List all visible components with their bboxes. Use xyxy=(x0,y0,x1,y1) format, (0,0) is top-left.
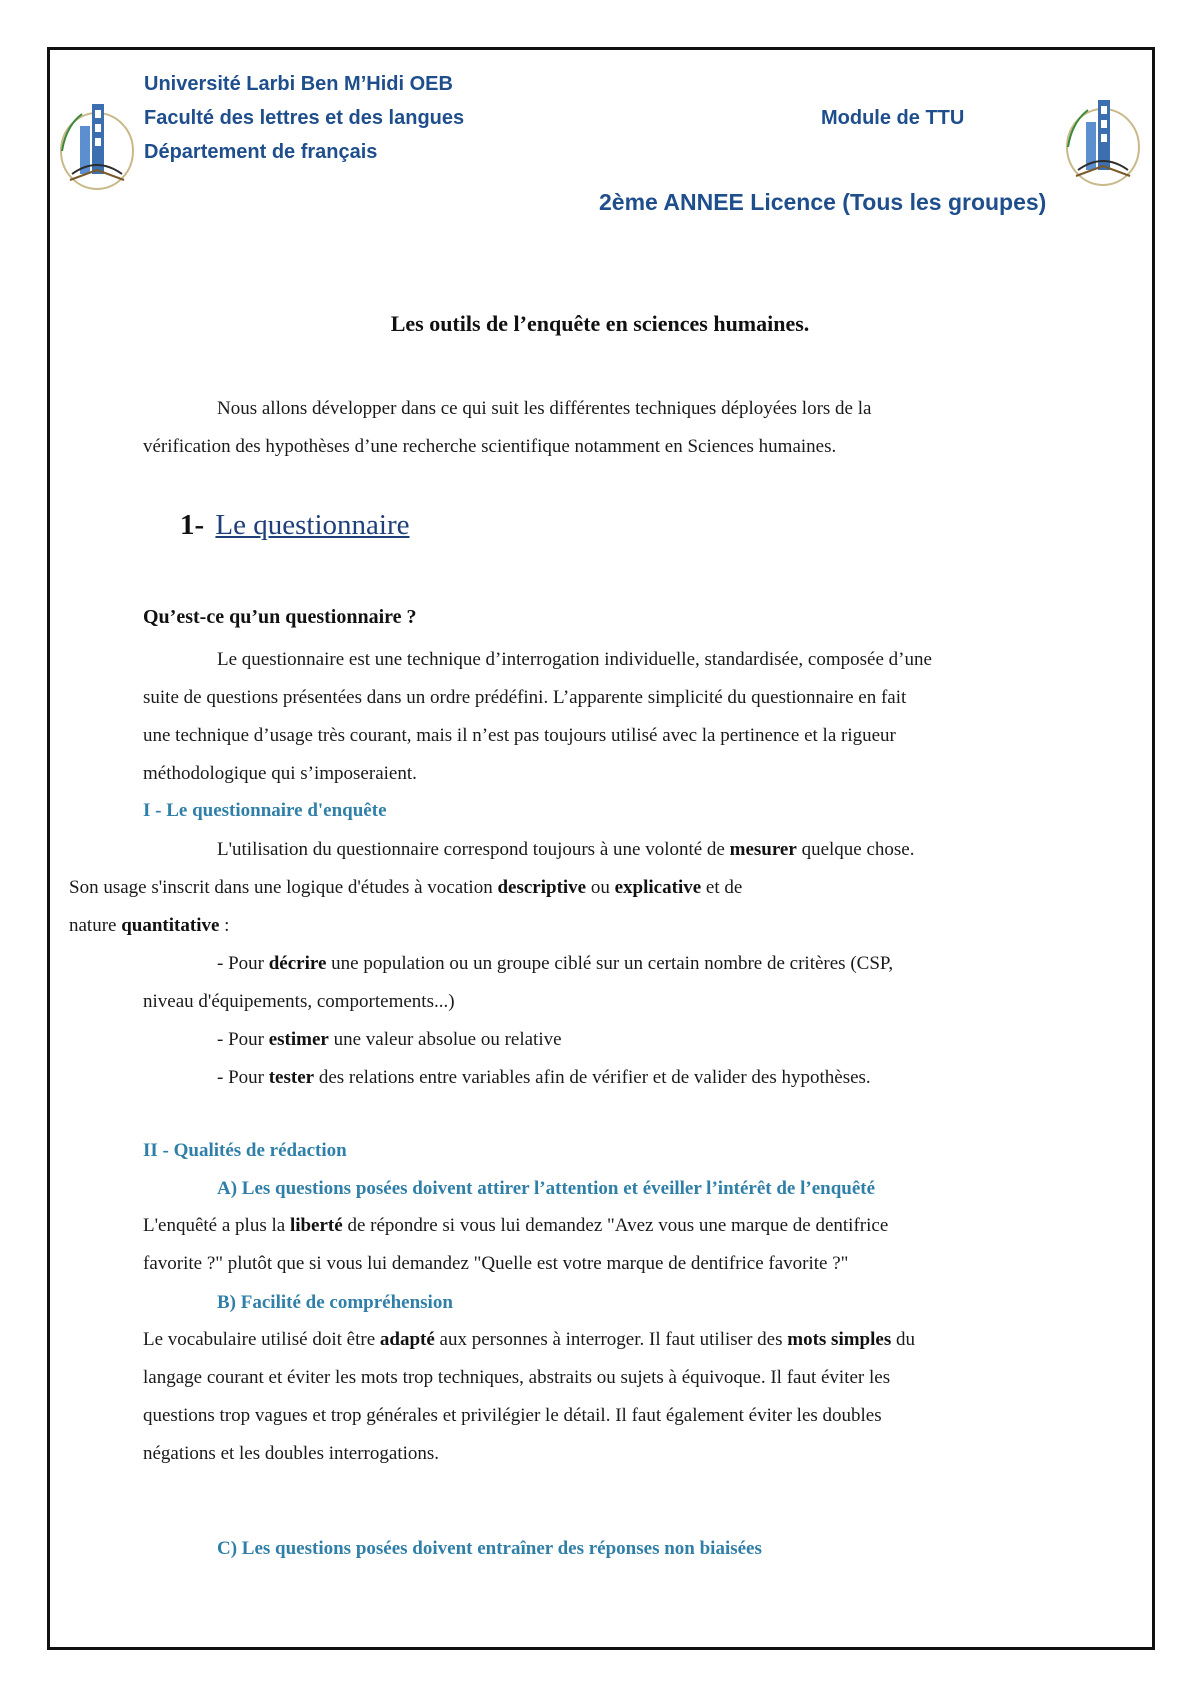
keyword-quantitative: quantitative xyxy=(121,915,220,936)
part-1-text: L'utilisation du questionnaire correspond toujours à une volonté de xyxy=(217,839,730,860)
definition-line-1: Le questionnaire est une technique d’interrogation individuelle, standardisée, composée d’une xyxy=(217,649,932,670)
definition-line-3: une technique d’usage très courant, mais il n’est pas toujours utilisé avec la pertinence et la rigueur xyxy=(143,725,896,746)
subsection-b-heading: B) Facilité de compréhension xyxy=(217,1292,453,1313)
part-1-text: quelque chose. xyxy=(796,839,915,860)
subsection-b-text: aux personnes à interroger. Il faut utiliser des xyxy=(434,1329,788,1350)
definition-line-4: méthodologique qui s’imposeraient. xyxy=(143,763,417,784)
subsection-a-heading: A) Les questions posées doivent attirer l’attention et éveiller l’intérêt de l’enquêté xyxy=(217,1178,876,1199)
section-heading xyxy=(180,509,410,542)
definition-line-2: suite de questions présentées dans un ordre prédéfini. L’apparente simplicité du questionnaire en fait xyxy=(143,687,907,708)
document-title: Les outils de l’enquête en sciences humaines. xyxy=(390,311,810,336)
bullet-text: - Pour xyxy=(217,1067,269,1088)
subsection-a-line-2: favorite ?" plutôt que si vous lui demandez "Quelle est votre marque de dentifrice favorite ?" xyxy=(143,1253,849,1274)
part-2-heading: II - Qualités de rédaction xyxy=(143,1140,347,1161)
keyword-estimer: estimer xyxy=(268,1029,329,1050)
keyword-liberte: liberté xyxy=(289,1215,343,1236)
department-name: Département de français xyxy=(144,141,378,163)
subsection-a-text: L'enquêté a plus la xyxy=(143,1215,290,1236)
bullet-decrire xyxy=(217,945,893,983)
keyword-tester: tester xyxy=(268,1067,315,1088)
subsection-b-line-4: négations et les doubles interrogations. xyxy=(143,1443,440,1464)
keyword-adapte: adapté xyxy=(379,1329,435,1350)
intro-line-2: vérification des hypothèses d’une recherche scientifique notamment en Sciences humaines. xyxy=(143,436,837,457)
faculty-name: Faculté des lettres et des langues xyxy=(144,107,465,129)
section-title-link[interactable]: Le questionnaire xyxy=(215,509,410,541)
definition-paragraph xyxy=(143,641,1063,793)
part-1-line-2 xyxy=(69,877,742,898)
subsection-a-paragraph xyxy=(143,1207,1063,1283)
bullet-text: une valeur absolue ou relative xyxy=(328,1029,562,1050)
bullet-text: des relations entre variables afin de vérifier et de valider des hypothèses. xyxy=(314,1067,871,1088)
keyword-descriptive: descriptive xyxy=(497,877,587,898)
subsection-b-text: du xyxy=(891,1329,915,1350)
part-1-text: ou xyxy=(586,877,615,898)
intro-paragraph xyxy=(143,390,1063,466)
subsection-b-line-3: questions trop vagues et trop générales et privilégier le détail. Il faut également éviter les doubles xyxy=(143,1405,882,1426)
keyword-explicative: explicative xyxy=(614,877,702,898)
keyword-decrire: décrire xyxy=(268,953,327,974)
bullet-estimer xyxy=(217,1021,562,1059)
part-1-text: et de xyxy=(701,877,743,898)
part-1-text: : xyxy=(219,915,230,936)
bullet-text: - Pour xyxy=(217,953,269,974)
subsection-b-line-2: langage courant et éviter les mots trop techniques, abstraits ou sujets à équivoque. Il faut éviter les xyxy=(143,1367,891,1388)
keyword-mesurer: mesurer xyxy=(729,839,797,860)
part-1-heading: I - Le questionnaire d'enquête xyxy=(143,800,387,821)
keyword-mots-simples: mots simples xyxy=(787,1329,892,1350)
subsection-b-text: Le vocabulaire utilisé doit être xyxy=(143,1329,380,1350)
university-logo-right xyxy=(1058,92,1148,192)
subsection-c-heading: C) Les questions posées doivent entraîner des réponses non biaisées xyxy=(217,1538,762,1559)
intro-line-1: Nous allons développer dans ce qui suit les différentes techniques déployées lors de la xyxy=(217,398,872,419)
part-1-line-3 xyxy=(69,915,229,936)
part-1-text: Son usage s'inscrit dans une logique d'études à vocation xyxy=(69,877,498,898)
part-1-text: nature xyxy=(69,915,122,936)
subsection-b-paragraph xyxy=(143,1321,1063,1473)
bullet-text: une population ou un groupe ciblé sur un certain nombre de critères (CSP, xyxy=(326,953,894,974)
part-1-paragraph xyxy=(69,831,1063,945)
university-logo-left xyxy=(52,96,142,196)
bullet-tester xyxy=(217,1059,871,1097)
module-name: Module de TTU xyxy=(821,107,965,129)
bullet-decrire-continued: niveau d'équipements, comportements...) xyxy=(143,991,455,1012)
university-name: Université Larbi Ben M’Hidi OEB xyxy=(144,73,453,95)
definition-heading: Qu’est-ce qu’un questionnaire ? xyxy=(143,606,417,628)
year-group: 2ème ANNEE Licence (Tous les groupes) xyxy=(599,189,1047,215)
subsection-a-text: de répondre si vous lui demandez "Avez vous une marque de dentifrice xyxy=(342,1215,889,1236)
section-number: 1- xyxy=(180,509,205,541)
bullet-text: - Pour xyxy=(217,1029,269,1050)
